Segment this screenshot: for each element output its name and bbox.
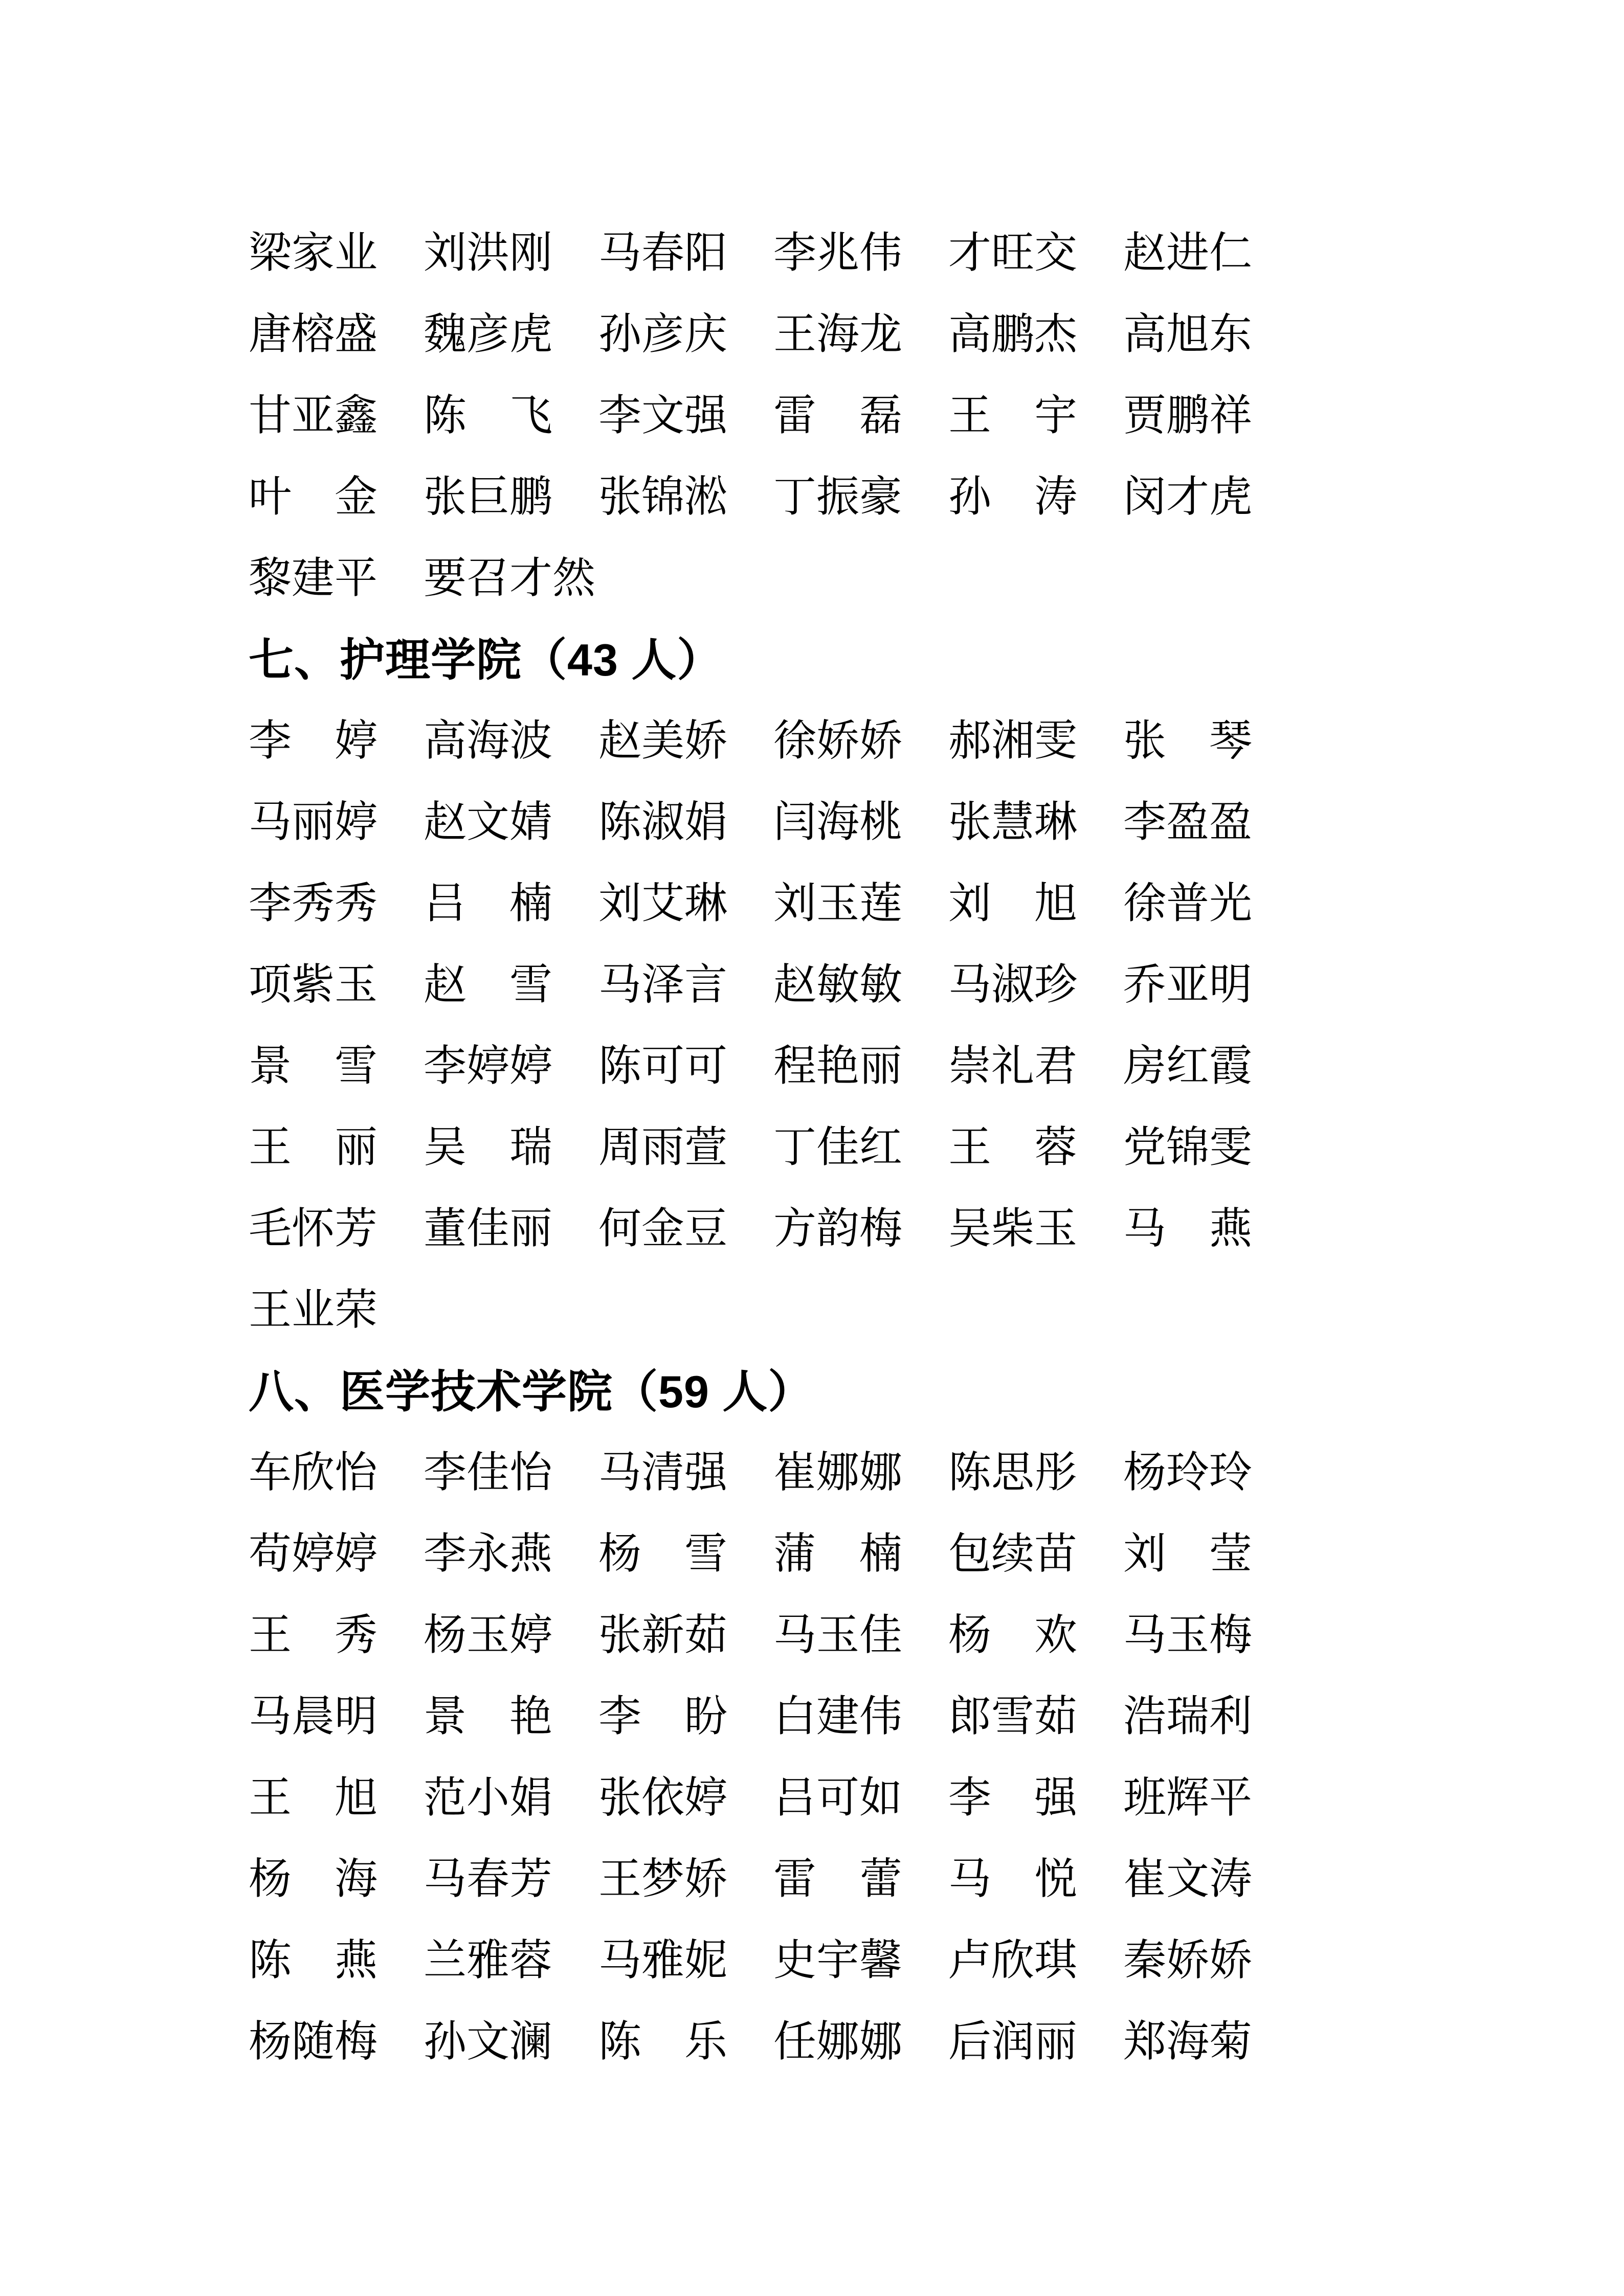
person-name: 王秀 <box>249 1611 377 1659</box>
person-name: 杨雪 <box>598 1530 727 1578</box>
person-name: 徐普光 <box>1123 880 1253 928</box>
person-name: 车欣怡 <box>249 1449 378 1497</box>
person-name: 雷蕾 <box>773 1855 902 1903</box>
person-name: 景雪 <box>249 1042 377 1090</box>
person-name: 陈乐 <box>598 2018 727 2066</box>
person-name: 董佳丽 <box>424 1205 553 1253</box>
person-name: 马清强 <box>598 1449 728 1497</box>
section-header-line <box>249 1351 1252 1432</box>
document-content <box>249 213 1252 2083</box>
person-name: 史宇馨 <box>773 1937 903 1985</box>
person-name: 孙涛 <box>948 473 1077 521</box>
person-name: 张琴 <box>1123 717 1252 765</box>
person-name: 李文强 <box>598 392 728 440</box>
person-name: 杨欢 <box>948 1611 1077 1659</box>
person-name: 班辉平 <box>1123 1774 1253 1822</box>
person-name: 王丽 <box>249 1123 377 1172</box>
person-name: 包续苗 <box>948 1530 1078 1578</box>
name-row <box>249 1026 1252 1107</box>
person-name: 刘莹 <box>1123 1530 1252 1578</box>
person-name: 杨随梅 <box>249 2018 378 2066</box>
person-name: 刘旭 <box>948 880 1077 928</box>
person-name: 马悦 <box>948 1855 1077 1903</box>
person-name: 项紫玉 <box>249 961 378 1009</box>
person-name: 乔亚明 <box>1123 961 1253 1009</box>
person-name: 王旭 <box>249 1774 377 1822</box>
name-row <box>249 1107 1252 1188</box>
person-name: 苟婷婷 <box>249 1530 378 1578</box>
person-name: 马春芳 <box>424 1855 553 1903</box>
person-name: 范小娟 <box>424 1774 553 1822</box>
person-name: 白建伟 <box>773 1693 903 1741</box>
person-name: 马淑珍 <box>948 961 1078 1009</box>
section-header-line <box>249 619 1252 701</box>
person-name: 魏彦虎 <box>424 310 553 358</box>
person-name: 赵文婧 <box>424 798 553 846</box>
section-header: 八、医学技术学院（59 人） <box>249 1366 814 1417</box>
person-name: 马玉佳 <box>773 1611 903 1659</box>
person-name: 赵美娇 <box>598 717 728 765</box>
name-row <box>249 457 1252 538</box>
person-name: 马春阳 <box>598 229 728 277</box>
person-name: 杨玉婷 <box>424 1611 553 1659</box>
person-name: 杨玲玲 <box>1123 1449 1253 1497</box>
name-row <box>249 1188 1252 1270</box>
person-name: 高鹏杰 <box>948 310 1078 358</box>
person-name: 马泽言 <box>598 961 728 1009</box>
person-name: 刘洪刚 <box>424 229 553 277</box>
person-name: 程艳丽 <box>773 1042 903 1090</box>
person-name: 浩瑞利 <box>1123 1693 1253 1741</box>
person-name: 郝湘雯 <box>948 717 1078 765</box>
person-name: 才旺交 <box>948 229 1078 277</box>
person-name: 王业荣 <box>249 1286 378 1334</box>
person-name: 黎建平 <box>249 554 378 602</box>
person-name: 方韵梅 <box>773 1205 903 1253</box>
section-header: 七、护理学院（43 人） <box>249 634 723 685</box>
person-name: 崔娜娜 <box>773 1449 903 1497</box>
person-name: 张锦淞 <box>598 473 728 521</box>
person-name: 马晨明 <box>249 1693 378 1741</box>
person-name: 何金豆 <box>598 1205 728 1253</box>
person-name: 赵雪 <box>424 961 552 1009</box>
person-name: 唐榕盛 <box>249 310 378 358</box>
name-row <box>249 1676 1252 1758</box>
name-row <box>249 1514 1252 1595</box>
name-row <box>249 863 1252 944</box>
person-name: 陈燕 <box>249 1937 377 1985</box>
person-name: 吕可如 <box>773 1774 903 1822</box>
person-name: 崔文涛 <box>1123 1855 1253 1903</box>
person-name: 李秀秀 <box>249 880 378 928</box>
person-name: 赵敏敏 <box>773 961 903 1009</box>
person-name: 张巨鹏 <box>424 473 553 521</box>
name-row <box>249 1270 1252 1351</box>
person-name: 后润丽 <box>948 2018 1078 2066</box>
name-row <box>249 1839 1252 1920</box>
person-name: 张新茹 <box>598 1611 728 1659</box>
person-name: 甘亚鑫 <box>249 392 378 440</box>
person-name: 梁家业 <box>249 229 378 277</box>
person-name: 崇礼君 <box>948 1042 1078 1090</box>
person-name: 闫海桃 <box>773 798 903 846</box>
person-name: 吴瑞 <box>424 1123 552 1172</box>
person-name: 周雨萱 <box>598 1123 728 1172</box>
person-name: 马丽婷 <box>249 798 378 846</box>
person-name: 刘艾琳 <box>598 880 728 928</box>
person-name: 李盼 <box>598 1693 727 1741</box>
person-name: 丁振豪 <box>773 473 903 521</box>
person-name: 吕楠 <box>424 880 552 928</box>
person-name: 赵进仁 <box>1123 229 1253 277</box>
person-name: 蒲楠 <box>773 1530 902 1578</box>
person-name: 高旭东 <box>1123 310 1253 358</box>
name-row <box>249 1920 1252 2001</box>
person-name: 党锦雯 <box>1123 1123 1253 1172</box>
name-row <box>249 782 1252 863</box>
person-name: 孙文澜 <box>424 2018 553 2066</box>
person-name: 李强 <box>948 1774 1077 1822</box>
person-name: 高海波 <box>424 717 553 765</box>
name-row <box>249 294 1252 375</box>
person-name: 李婷 <box>249 717 377 765</box>
person-name: 任娜娜 <box>773 2018 903 2066</box>
name-row <box>249 375 1252 457</box>
person-name: 要召才然 <box>424 554 596 602</box>
person-name: 李婷婷 <box>424 1042 553 1090</box>
person-name: 李盈盈 <box>1123 798 1253 846</box>
person-name: 陈淑娟 <box>598 798 728 846</box>
person-name: 景艳 <box>424 1693 552 1741</box>
person-name: 卢欣琪 <box>948 1937 1078 1985</box>
name-row <box>249 538 1252 619</box>
person-name: 王宇 <box>948 392 1077 440</box>
name-row <box>249 1595 1252 1676</box>
person-name: 王蓉 <box>948 1123 1077 1172</box>
person-name: 刘玉莲 <box>773 880 903 928</box>
person-name: 秦娇娇 <box>1123 1937 1253 1985</box>
person-name: 郎雪茹 <box>948 1693 1078 1741</box>
name-row <box>249 701 1252 782</box>
person-name: 贾鹏祥 <box>1123 392 1253 440</box>
person-name: 马玉梅 <box>1123 1611 1253 1659</box>
person-name: 李永燕 <box>424 1530 553 1578</box>
person-name: 徐娇娇 <box>773 717 903 765</box>
person-name: 李兆伟 <box>773 229 903 277</box>
person-name: 闵才虎 <box>1123 473 1253 521</box>
person-name: 张依婷 <box>598 1774 728 1822</box>
person-name: 雷磊 <box>773 392 902 440</box>
person-name: 王梦娇 <box>598 1855 728 1903</box>
person-name: 吴柴玉 <box>948 1205 1078 1253</box>
person-name: 李佳怡 <box>424 1449 553 1497</box>
name-row <box>249 944 1252 1026</box>
person-name: 房红霞 <box>1123 1042 1253 1090</box>
person-name: 马燕 <box>1123 1205 1252 1253</box>
person-name: 兰雅蓉 <box>424 1937 553 1985</box>
name-row <box>249 1758 1252 1839</box>
person-name: 陈思彤 <box>948 1449 1078 1497</box>
person-name: 孙彦庆 <box>598 310 728 358</box>
person-name: 陈飞 <box>424 392 552 440</box>
name-row <box>249 2001 1252 2083</box>
person-name: 张慧琳 <box>948 798 1078 846</box>
person-name: 陈可可 <box>598 1042 728 1090</box>
person-name: 马雅妮 <box>598 1937 728 1985</box>
person-name: 杨海 <box>249 1855 377 1903</box>
person-name: 郑海菊 <box>1123 2018 1253 2066</box>
person-name: 叶金 <box>249 473 377 521</box>
name-row <box>249 213 1252 294</box>
person-name: 丁佳红 <box>773 1123 903 1172</box>
person-name: 王海龙 <box>773 310 903 358</box>
person-name: 毛怀芳 <box>249 1205 378 1253</box>
name-row <box>249 1432 1252 1514</box>
